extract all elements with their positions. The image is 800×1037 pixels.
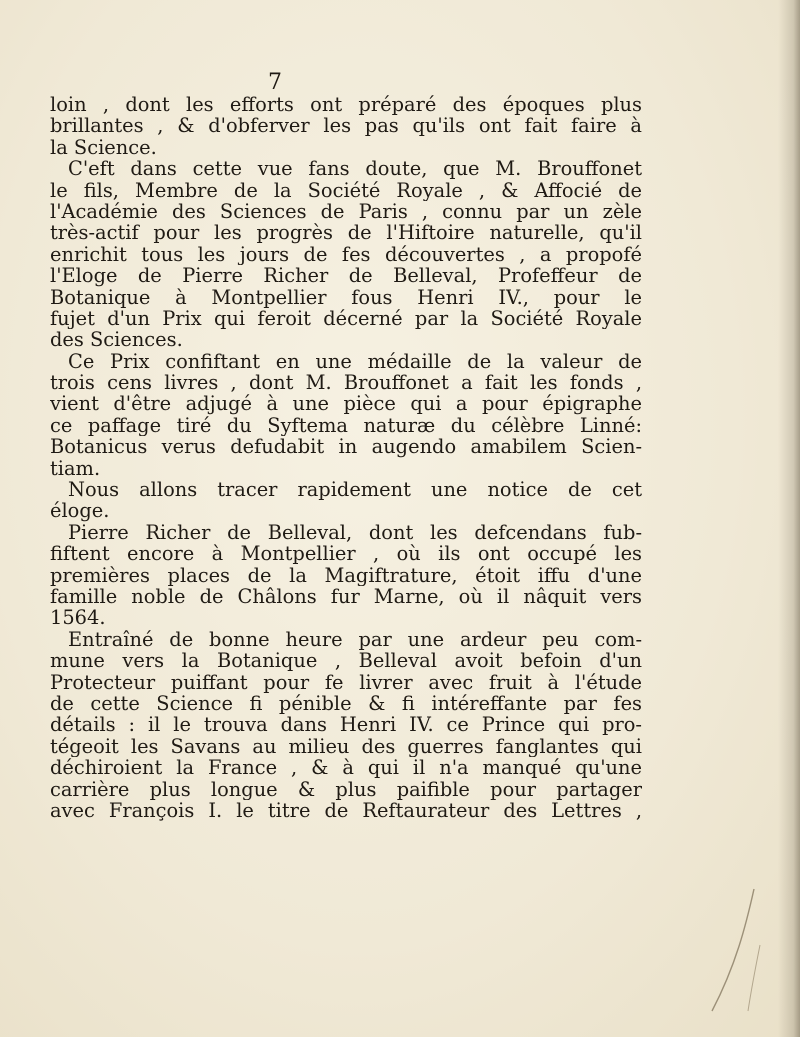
text-line: vient d'être adjugé à une pièce qui a pour épigraphe	[50, 393, 642, 415]
text-line: la Science.	[50, 136, 157, 159]
text-line: Nous allons tracer rapidement une notice de cet	[68, 479, 642, 501]
text-line: Entraîné de bonne heure par une ardeur peu com-	[68, 628, 642, 651]
text-line: premières places de la Magiftrature, étoit iffu d'une	[50, 564, 642, 586]
text-line: carrière plus longue & plus paifible pour partager	[50, 778, 642, 800]
text-line: fiftent encore à Montpellier , où ils ont occupé les	[50, 543, 642, 565]
text-line: l'Académie des Sciences de Paris , connu par un zèle	[50, 200, 642, 223]
text-line: Pierre Richer de Belleval, dont les defcendans fub-	[68, 521, 642, 544]
text-line: 1564.	[50, 607, 106, 629]
text-line: Protecteur puiffant pour fe livrer avec fruit à l'étude	[50, 671, 642, 693]
text-line: tiam.	[50, 457, 101, 480]
text-line: très-actif pour les progrès de l'Hiftoire naturelle, qu'il	[50, 222, 642, 244]
text-line: des Sciences.	[50, 329, 183, 351]
text-line: Botanique à Montpellier fous Henri IV., pour le	[50, 286, 642, 308]
text-line: détails : il le trouva dans Henri IV. ce Prince qui pro-	[50, 714, 642, 736]
page-number: 7	[268, 70, 282, 95]
text-line: éloge.	[50, 500, 110, 522]
text-line: de cette Science fi pénible & fi intéreffante par fes	[50, 692, 642, 715]
text-line: fujet d'un Prix qui feroit décerné par la Société Royale	[50, 307, 642, 330]
text-line: ce paffage tiré du Syftema naturæ du célèbre Linné:	[50, 414, 642, 437]
text-line: mune vers la Botanique , Belleval avoit befoin d'un	[50, 650, 642, 672]
text-line: l'Eloge de Pierre Richer de Belleval, Profeffeur de	[50, 265, 642, 287]
body-text	[50, 94, 642, 821]
text-line: brillantes , & d'obferver les pas qu'ils ont fait faire à	[50, 115, 642, 137]
text-line: Botanicus verus defudabit in augendo amabilem Scien-	[50, 436, 642, 458]
text-line: C'eft dans cette vue fans doute, que M. Brouffonet	[68, 158, 642, 180]
text-line: déchiroient la France , & à qui il n'a manqué qu'une	[50, 757, 642, 779]
text-line: le fils, Membre de la Société Royale , & Affocié de	[50, 179, 642, 201]
text-line: trois cens livres , dont M. Brouffonet a fait les fonds ,	[50, 372, 642, 394]
text-line: enrichit tous les jours de fes découvertes , a propofé	[50, 243, 642, 266]
page-edge-shadow	[778, 0, 800, 1037]
text-line: famille noble de Châlons fur Marne, où il nâquit vers	[50, 585, 642, 608]
text-line: avec François I. le titre de Reftaurateur des Lettres ,	[50, 799, 642, 822]
text-line: Ce Prix confiftant en une médaille de la valeur de	[68, 350, 642, 373]
page-crease-mark	[706, 885, 766, 1015]
text-line: loin , dont les efforts ont préparé des époques plus	[50, 94, 642, 116]
text-line: tégeoit les Savans au milieu des guerres fanglantes qui	[50, 735, 642, 758]
